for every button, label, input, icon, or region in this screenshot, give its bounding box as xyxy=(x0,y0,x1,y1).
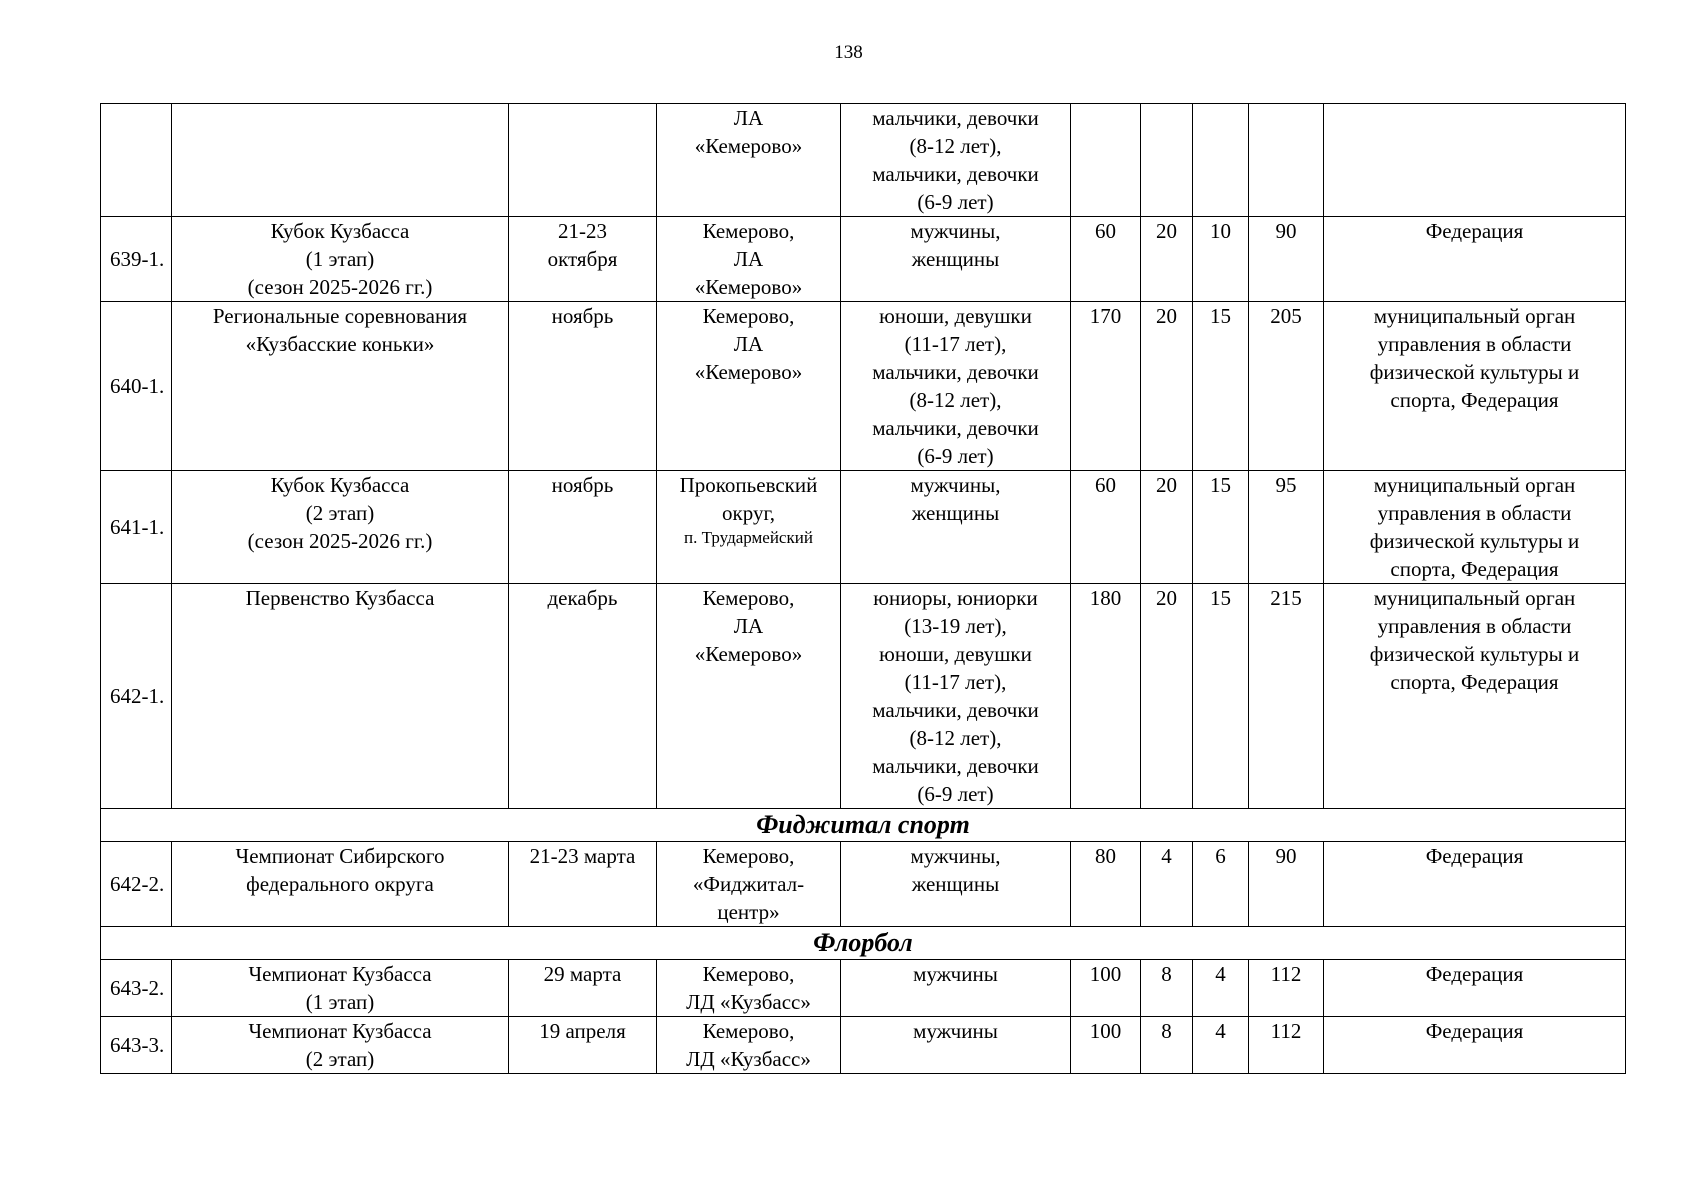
event-participants-line: женщины xyxy=(911,247,1000,271)
table-row xyxy=(101,1017,1626,1074)
event-place-line: «Кемерово» xyxy=(694,134,803,158)
event-date-line: ноябрь xyxy=(551,473,614,497)
event-participants-line: (8-12 лет), xyxy=(909,388,1002,412)
event-name-line: Чемпионат Кузбасса xyxy=(248,1019,432,1043)
event-participants-line: (11-17 лет), xyxy=(904,332,1007,356)
event-name-line: (сезон 2025-2026 гг.) xyxy=(247,275,433,299)
event-number: 641-1. xyxy=(101,471,172,584)
section-header-row xyxy=(101,927,1626,960)
events-table xyxy=(100,103,1626,1074)
event-number: 643-3. xyxy=(101,1017,172,1074)
event-number: 642-2. xyxy=(101,842,172,927)
event-date-line: ноябрь xyxy=(551,304,614,328)
event-participants-line: (6-9 лет) xyxy=(917,782,994,806)
event-participants-line: мужчины, xyxy=(910,219,1001,243)
count-participants: 170 xyxy=(1071,302,1141,471)
event-place-line: ЛА xyxy=(733,332,764,356)
event-organizer-line: управления в области xyxy=(1377,332,1572,356)
event-place-line: «Кемерово» xyxy=(694,360,803,384)
count-participants: 100 xyxy=(1071,960,1141,1017)
event-name xyxy=(172,584,509,809)
event-name-line: (1 этап) xyxy=(305,990,375,1014)
event-name-line: Региональные соревнования xyxy=(212,304,468,328)
event-place xyxy=(657,104,841,217)
event-date-line: 19 апреля xyxy=(539,1019,626,1043)
event-organizer-line: физической культуры и xyxy=(1369,642,1580,666)
event-name xyxy=(172,960,509,1017)
event-place xyxy=(657,960,841,1017)
count-coaches xyxy=(1193,104,1249,217)
count-coaches: 10 xyxy=(1193,217,1249,302)
count-judges: 20 xyxy=(1141,584,1193,809)
count-coaches: 15 xyxy=(1193,584,1249,809)
event-place-line: округ, xyxy=(722,501,775,525)
event-participants xyxy=(841,584,1071,809)
event-organizer xyxy=(1324,302,1626,471)
event-organizer xyxy=(1324,217,1626,302)
event-place-line: «Кемерово» xyxy=(694,642,803,666)
event-participants-line: (8-12 лет), xyxy=(909,134,1002,158)
event-number: 639-1. xyxy=(101,217,172,302)
event-place-line: «Фиджитал- xyxy=(692,872,805,896)
table-row xyxy=(101,960,1626,1017)
event-name xyxy=(172,842,509,927)
event-place xyxy=(657,842,841,927)
event-organizer-line: Федерация xyxy=(1425,219,1524,243)
table-row xyxy=(101,104,1626,217)
event-name-line: (2 этап) xyxy=(305,501,375,525)
event-participants-line: мужчины xyxy=(913,962,998,986)
table-row xyxy=(101,584,1626,809)
event-name-line: (сезон 2025-2026 гг.) xyxy=(247,529,433,553)
count-judges xyxy=(1141,104,1193,217)
event-date xyxy=(509,302,657,471)
event-organizer-line: Федерация xyxy=(1425,844,1524,868)
event-name-line: «Кузбасские коньки» xyxy=(245,332,435,356)
table-row xyxy=(101,471,1626,584)
section-title: Фиджитал спорт xyxy=(101,809,1626,842)
event-organizer xyxy=(1324,960,1626,1017)
count-coaches: 15 xyxy=(1193,471,1249,584)
event-place-line: Кемерово, xyxy=(702,304,795,328)
event-participants-line: (6-9 лет) xyxy=(917,444,994,468)
event-name-line: Первенство Кузбасса xyxy=(245,586,435,610)
page-number: 138 xyxy=(834,42,863,63)
event-organizer-line: управления в области xyxy=(1377,501,1572,525)
event-place-line: Кемерово, xyxy=(702,586,795,610)
count-coaches: 15 xyxy=(1193,302,1249,471)
count-coaches: 6 xyxy=(1193,842,1249,927)
event-place-line: ЛД «Кузбасс» xyxy=(686,1047,811,1071)
event-date xyxy=(509,1017,657,1074)
event-date-line: 29 марта xyxy=(543,962,622,986)
count-judges: 20 xyxy=(1141,217,1193,302)
event-name-line: (1 этап) xyxy=(305,247,375,271)
count-total xyxy=(1249,104,1324,217)
event-organizer xyxy=(1324,842,1626,927)
event-participants-line: (8-12 лет), xyxy=(909,726,1002,750)
event-participants-line: мальчики, девочки xyxy=(872,754,1039,778)
event-place-line: ЛД «Кузбасс» xyxy=(686,990,811,1014)
event-organizer-line: Федерация xyxy=(1425,962,1524,986)
event-organizer-line: спорта, Федерация xyxy=(1390,388,1559,412)
event-organizer-line: физической культуры и xyxy=(1369,529,1580,553)
event-participants-line: мужчины, xyxy=(910,844,1001,868)
event-organizer xyxy=(1324,471,1626,584)
event-name-line: Кубок Кузбасса xyxy=(270,219,410,243)
event-date xyxy=(509,217,657,302)
event-place xyxy=(657,471,841,584)
event-date-line: 21-23 марта xyxy=(529,844,636,868)
event-place-line: п. Трудармейский xyxy=(684,528,813,547)
event-organizer-line: муниципальный орган xyxy=(1373,586,1576,610)
event-organizer-line: муниципальный орган xyxy=(1373,304,1576,328)
event-participants-line: юниоры, юниорки xyxy=(873,586,1038,610)
count-total: 95 xyxy=(1249,471,1324,584)
event-organizer xyxy=(1324,1017,1626,1074)
event-place xyxy=(657,217,841,302)
count-total: 112 xyxy=(1249,1017,1324,1074)
event-participants xyxy=(841,217,1071,302)
event-participants-line: женщины xyxy=(911,501,1000,525)
section-header-row xyxy=(101,809,1626,842)
event-date xyxy=(509,584,657,809)
event-place-line: Кемерово, xyxy=(702,962,795,986)
event-name-line: (2 этап) xyxy=(305,1047,375,1071)
event-organizer xyxy=(1324,584,1626,809)
event-name-line: Чемпионат Кузбасса xyxy=(248,962,432,986)
event-date xyxy=(509,960,657,1017)
event-name-line: Кубок Кузбасса xyxy=(270,473,410,497)
event-date xyxy=(509,842,657,927)
event-place xyxy=(657,1017,841,1074)
event-place-line: Прокопьевский xyxy=(679,473,818,497)
event-organizer-line: муниципальный орган xyxy=(1373,473,1576,497)
count-participants xyxy=(1071,104,1141,217)
event-participants xyxy=(841,302,1071,471)
event-participants-line: (11-17 лет), xyxy=(904,670,1007,694)
event-participants-line: мальчики, девочки xyxy=(872,698,1039,722)
event-number: 640-1. xyxy=(101,302,172,471)
event-place-line: ЛА xyxy=(733,614,764,638)
event-name xyxy=(172,1017,509,1074)
event-participants-line: мужчины, xyxy=(910,473,1001,497)
event-organizer-line: Федерация xyxy=(1425,1019,1524,1043)
event-place-line: Кемерово, xyxy=(702,219,795,243)
event-place xyxy=(657,302,841,471)
event-participants-line: мужчины xyxy=(913,1019,998,1043)
table-row xyxy=(101,217,1626,302)
count-judges: 20 xyxy=(1141,302,1193,471)
event-organizer-line: спорта, Федерация xyxy=(1390,557,1559,581)
count-participants: 180 xyxy=(1071,584,1141,809)
event-date xyxy=(509,471,657,584)
event-place-line: центр» xyxy=(717,900,780,924)
event-participants xyxy=(841,842,1071,927)
count-participants: 60 xyxy=(1071,471,1141,584)
event-number: 642-1. xyxy=(101,584,172,809)
event-participants-line: женщины xyxy=(911,872,1000,896)
event-participants xyxy=(841,960,1071,1017)
count-participants: 80 xyxy=(1071,842,1141,927)
event-date-line: декабрь xyxy=(547,586,618,610)
count-judges: 4 xyxy=(1141,842,1193,927)
count-judges: 8 xyxy=(1141,960,1193,1017)
count-total: 90 xyxy=(1249,842,1324,927)
event-participants-line: юноши, девушки xyxy=(879,642,1032,666)
event-name xyxy=(172,217,509,302)
event-name-line: Чемпионат Сибирского xyxy=(235,844,445,868)
event-participants-line: мальчики, девочки xyxy=(872,360,1039,384)
event-name xyxy=(172,471,509,584)
event-participants-line: мальчики, девочки xyxy=(872,162,1039,186)
event-date-line: 21-23 xyxy=(558,219,607,243)
event-date xyxy=(509,104,657,217)
event-participants-line: (13-19 лет), xyxy=(904,614,1007,638)
event-number: 643-2. xyxy=(101,960,172,1017)
event-place xyxy=(657,584,841,809)
event-participants xyxy=(841,104,1071,217)
count-total: 112 xyxy=(1249,960,1324,1017)
count-judges: 8 xyxy=(1141,1017,1193,1074)
event-date-line: октября xyxy=(547,247,618,271)
count-coaches: 4 xyxy=(1193,960,1249,1017)
event-number xyxy=(101,104,172,217)
event-organizer-line: спорта, Федерация xyxy=(1390,670,1559,694)
count-coaches: 4 xyxy=(1193,1017,1249,1074)
event-place-line: «Кемерово» xyxy=(694,275,803,299)
event-participants-line: мальчики, девочки xyxy=(872,416,1039,440)
event-organizer-line: физической культуры и xyxy=(1369,360,1580,384)
count-total: 215 xyxy=(1249,584,1324,809)
event-place-line: Кемерово, xyxy=(702,844,795,868)
count-judges: 20 xyxy=(1141,471,1193,584)
event-participants-line: юноши, девушки xyxy=(879,304,1032,328)
event-participants-line: мальчики, девочки xyxy=(872,106,1039,130)
table-row xyxy=(101,302,1626,471)
event-participants-line: (6-9 лет) xyxy=(917,190,994,214)
event-place-line: ЛА xyxy=(733,106,764,130)
event-place-line: Кемерово, xyxy=(702,1019,795,1043)
event-participants xyxy=(841,471,1071,584)
event-organizer xyxy=(1324,104,1626,217)
count-total: 90 xyxy=(1249,217,1324,302)
section-title: Флорбол xyxy=(101,927,1626,960)
event-place-line: ЛА xyxy=(733,247,764,271)
event-organizer-line: управления в области xyxy=(1377,614,1572,638)
table-row xyxy=(101,842,1626,927)
event-name xyxy=(172,302,509,471)
table-body xyxy=(101,104,1626,1074)
event-name xyxy=(172,104,509,217)
event-name-line: федерального округа xyxy=(246,872,434,896)
count-participants: 60 xyxy=(1071,217,1141,302)
count-participants: 100 xyxy=(1071,1017,1141,1074)
count-total: 205 xyxy=(1249,302,1324,471)
event-participants xyxy=(841,1017,1071,1074)
